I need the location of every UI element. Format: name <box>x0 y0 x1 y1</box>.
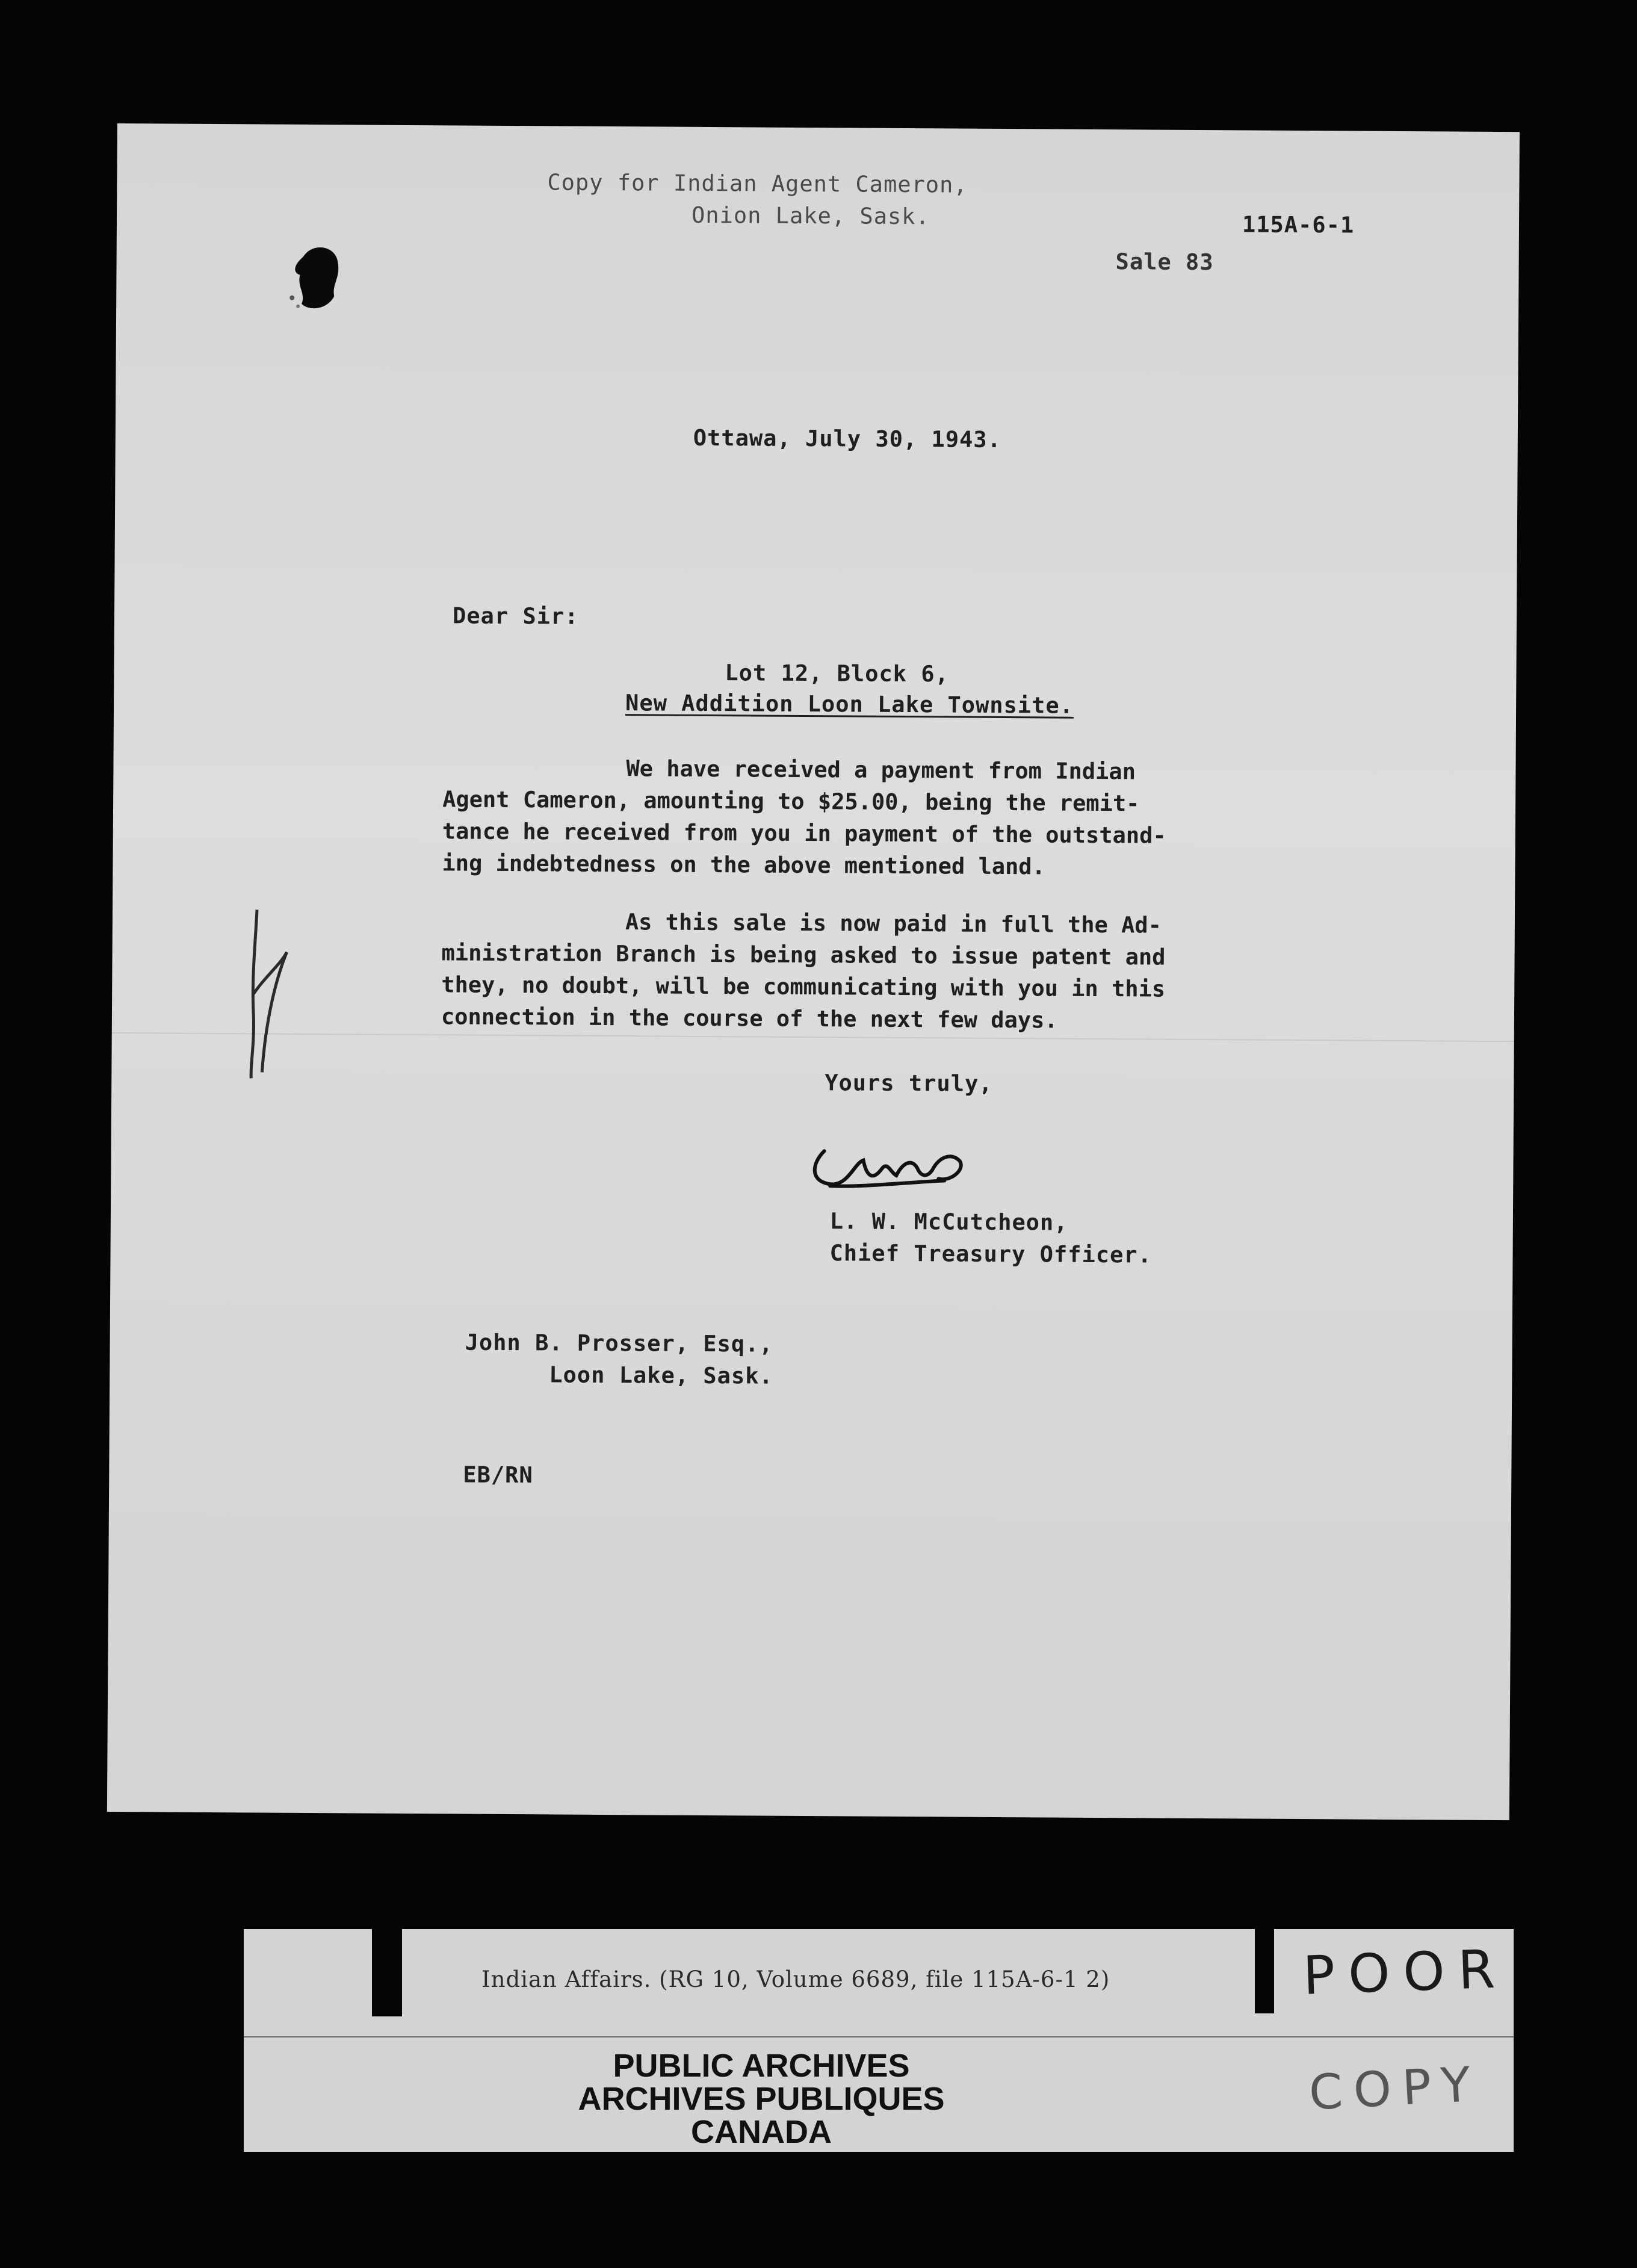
handwritten-note-poor: POOR <box>1302 1938 1509 2007</box>
paragraph-1-line-3: tance he received from you in payment of the outstand- <box>442 818 1166 849</box>
copy-for-line-2: Onion Lake, Sask. <box>691 202 930 230</box>
paragraph-2-line-4: connection in the course of the next few days. <box>441 1003 1058 1033</box>
archive-line-3: CANADA <box>691 2114 832 2150</box>
paragraph-2 <box>441 905 1212 1037</box>
recipient-address: Loon Lake, Sask. <box>549 1362 773 1389</box>
paragraph-1 <box>442 751 1213 884</box>
recipient-name: John B. Prosser, Esq., <box>465 1329 773 1357</box>
typist-initials: EB/RN <box>463 1461 533 1489</box>
archive-line-1: PUBLIC ARCHIVES <box>613 2048 910 2084</box>
paragraph-1-line-4: ing indebtedness on the above mentioned land. <box>442 850 1046 880</box>
handwritten-note-copy: COPY <box>1307 2056 1483 2121</box>
paragraph-2-line-3: they, no doubt, will be communicating with you in this <box>441 971 1166 1002</box>
signature <box>806 1115 987 1200</box>
subject-line-1: Lot 12, Block 6, <box>725 660 949 687</box>
copy-for-line-1: Copy for Indian Agent Cameron, <box>547 169 968 198</box>
salutation: Dear Sir: <box>452 603 579 630</box>
paragraph-1-line-2: Agent Cameron, amounting to $25.00, being the remit- <box>442 786 1140 817</box>
paragraph-2-line-1: As this sale is now paid in full the Ad- <box>625 909 1162 938</box>
margin-pencil-mark <box>238 903 299 1085</box>
subject-line-2: New Addition Loon Lake Townsite. <box>625 690 1074 719</box>
file-reference: 115A-6-1 <box>1242 211 1355 238</box>
date-line: Ottawa, July 30, 1943. <box>693 424 1002 453</box>
sale-reference: Sale 83 <box>1115 249 1214 276</box>
archive-label <box>244 1929 1514 2152</box>
closing: Yours truly, <box>825 1070 993 1097</box>
label-notch <box>1255 1929 1274 2013</box>
paragraph-1-line-1: We have received a payment from Indian <box>626 755 1136 785</box>
paragraph-2-line-2: ministration Branch is being asked to issue patent and <box>441 940 1166 970</box>
label-divider <box>244 2036 1514 2037</box>
signer-name: L. W. McCutcheon, <box>829 1208 1068 1236</box>
label-notch <box>372 1929 402 2016</box>
ink-blot-mark <box>285 239 351 318</box>
ink-blot <box>117 123 1520 132</box>
letter-page <box>107 123 1520 1820</box>
archive-reference: Indian Affairs. (RG 10, Volume 6689, file 115A-6-1 2) <box>481 1966 1110 1992</box>
archive-line-2: ARCHIVES PUBLIQUES <box>578 2081 945 2117</box>
signer-title: Chief Treasury Officer. <box>829 1240 1153 1268</box>
